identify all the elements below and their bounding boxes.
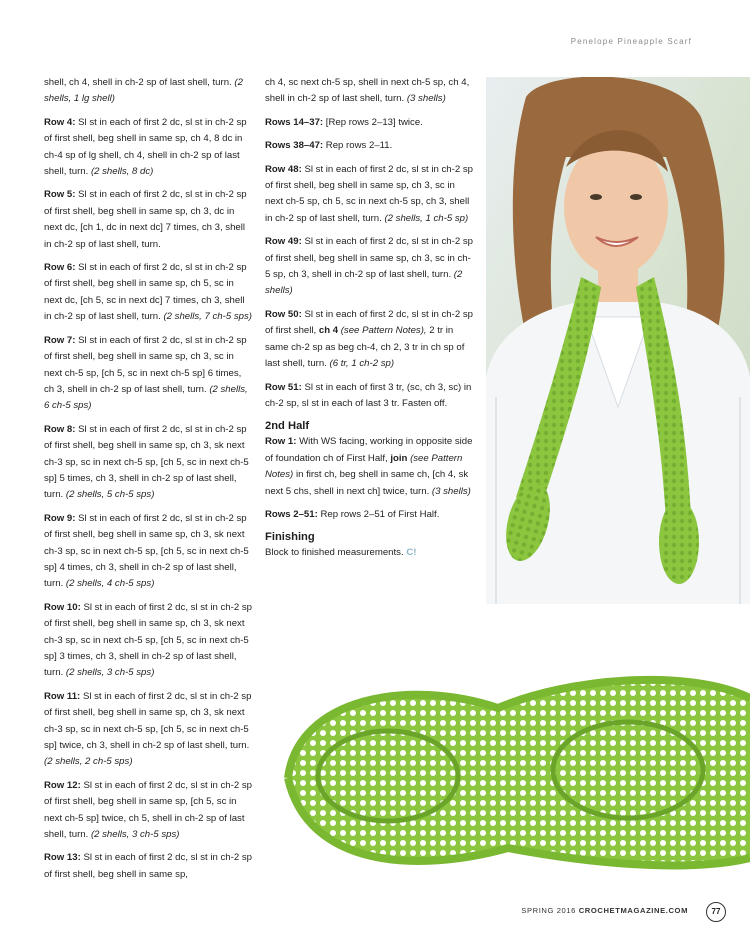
row-50-instructions: Row 50: Sl st in each of first 2 dc, sl st in ch-2 sp of first shell, ch 4 (see Pattern Notes), 2 tr in same ch-2 sp as beg ch-4, ch 2, 3 tr in ch sp of last shell, turn. (6 tr, 1 ch-2 sp) bbox=[265, 308, 473, 370]
row-13-instructions: Row 13: Sl st in each of first 2 dc, sl st in ch-2 sp of first shell, beg shell in same sp, bbox=[44, 852, 252, 880]
second-half-row-1: Row 1: With WS facing, working in opposite side of foundation ch of First Half, join (see Pattern Notes) in first ch, beg shell in same ch, [ch 4, sk next 5 chs, shell in next ch] twice, turn. (3 shells) bbox=[265, 436, 473, 497]
row-4-instructions: Row 4: Sl st in each of first 2 dc, sl st in ch-2 sp of first shell, beg shell in same sp, ch 4, 8 dc in ch-4 sp of lg shell, ch 4, shell in ch-2 sp of last shell, turn. (2 shells, 8 dc) bbox=[44, 116, 247, 178]
model-photo bbox=[486, 77, 750, 604]
model-wearing-scarf-illustration bbox=[486, 77, 750, 604]
page-number: 77 bbox=[706, 902, 726, 922]
row-6-instructions: Row 6: Sl st in each of first 2 dc, sl st in ch-2 sp of first shell, beg shell in same sp, ch 5, sc in next dc, [ch 5, sc in next dc] 7 times, ch 3, shell in ch-2 sp of last shell, turn. (2 shells, 7 ch-5 sps) bbox=[44, 262, 252, 323]
row-8-instructions: Row 8: Sl st in each of first 2 dc, sl st in ch-2 sp of first shell, beg shell in same sp, ch 3, sk next ch-3 sp, sc in next ch-5 sp, [ch 5, sc in next ch-5 sp] 5 times, ch 3, shell in ch-2 sp of last shell, turn. (2 shells, 5 ch-5 sps) bbox=[44, 423, 249, 501]
end-of-article-mark: C! bbox=[406, 547, 417, 559]
row-11-instructions: Row 11: Sl st in each of first 2 dc, sl st in ch-2 sp of first shell, beg shell in same sp, ch 3, sk next ch-3 sp, sc in next ch-5 sp, [ch 5, sc in next ch-5 sp] twice, ch 3, shell in ch-2 sp of last shell, turn. (2 shells, 2 ch-5 sps) bbox=[44, 690, 252, 768]
scarf-detail-photo bbox=[268, 658, 750, 880]
row-9-instructions: Row 9: Sl st in each of first 2 dc, sl st in ch-2 sp of first shell, beg shell in same sp, ch 3, sk next ch-3 sp, sc in next ch-5 sp, [ch 5, sc in next ch-5 sp] 4 times, ch 3, shell in ch-2 sp of last shell, turn. (2 shells, 4 ch-5 sps) bbox=[44, 512, 249, 590]
row-7-instructions: Row 7: Sl st in each of first 2 dc, sl st in ch-2 sp of first shell, beg shell in same sp, ch 3, sc in next ch-5 sp, [ch 5, sc in next ch-5 sp] 6 times, ch 3, shell in ch-2 sp of last shell, turn. (2 shells, 6 ch-5 sps) bbox=[44, 334, 248, 412]
row-13-continued: ch 4, sc next ch-5 sp, shell in next ch-5 sp, ch 4, shell in ch-2 sp of last shell, turn. (3 shells) bbox=[265, 77, 470, 105]
second-half-heading: 2nd Half bbox=[265, 420, 310, 433]
finishing-text: Block to finished measurements. C! bbox=[265, 547, 417, 559]
row-12-instructions: Row 12: Sl st in each of first 2 dc, sl st in ch-2 sp of first shell, beg shell in same sp, [ch 5, sc in next ch-5 sp] twice, ch 5, shell in ch-2 sp of last shell, turn. (2 shells, 3 ch-5 sps) bbox=[44, 779, 252, 841]
pattern-paragraph: shell, ch 4, shell in ch-2 sp of last shell, turn. (2 shells, 1 lg shell) bbox=[44, 77, 243, 105]
pineapple-lace-closeup bbox=[268, 658, 750, 880]
rows-38-47-instructions: Rows 38–47: Rep rows 2–11. bbox=[265, 140, 393, 152]
running-header: Penelope Pineapple Scarf bbox=[570, 37, 692, 46]
rows-14-37-instructions: Rows 14–37: [Rep rows 2–13] twice. bbox=[265, 116, 423, 128]
row-10-instructions: Row 10: Sl st in each of first 2 dc, sl st in ch-2 sp of first shell, beg shell in same sp, ch 3, sk next ch-3 sp, sc in next ch-5 sp, [ch 5, sc in next ch-5 sp] 3 times, ch 3, shell in ch-2 sp of last shell, turn. (2 shells, 3 ch-5 sps) bbox=[44, 601, 252, 679]
row-48-instructions: Row 48: Sl st in each of first 2 dc, sl st in ch-2 sp of first shell, beg shell in same sp, ch 3, sc in next ch-5 sp, ch 5, sc in next ch-5 sp, ch 3, shell in ch-2 sp of last shell, turn. (2 shells, 1 ch-5 sp) bbox=[265, 163, 473, 224]
finishing-heading: Finishing bbox=[265, 531, 315, 544]
pattern-column-right bbox=[265, 75, 473, 569]
second-half-rows-2-51: Rows 2–51: Rep rows 2–51 of First Half. bbox=[265, 508, 440, 520]
row-5-instructions: Row 5: Sl st in each of first 2 dc, sl st in ch-2 sp of first shell, beg shell in same sp, ch 3, dc in next dc, [ch 1, dc in next dc] 7 times, ch 3, shell in ch-2 sp of last shell, turn. bbox=[44, 189, 247, 250]
footer-issue: SPRING 2016 CROCHETMAGAZINE.COM bbox=[521, 906, 688, 915]
row-49-instructions: Row 49: Sl st in each of first 2 dc, sl st in ch-2 sp of first shell, beg shell in same sp, ch 3, sc in ch-5 sp, ch 3, shell in ch-2 sp of last shell, turn. (2 shells) bbox=[265, 236, 473, 297]
pattern-column-left bbox=[44, 75, 252, 890]
row-51-instructions: Row 51: Sl st in each of first 3 tr, (sc, ch 3, sc) in ch-2 sp, sl st in each of last 3 tr. Fasten off. bbox=[265, 381, 472, 409]
